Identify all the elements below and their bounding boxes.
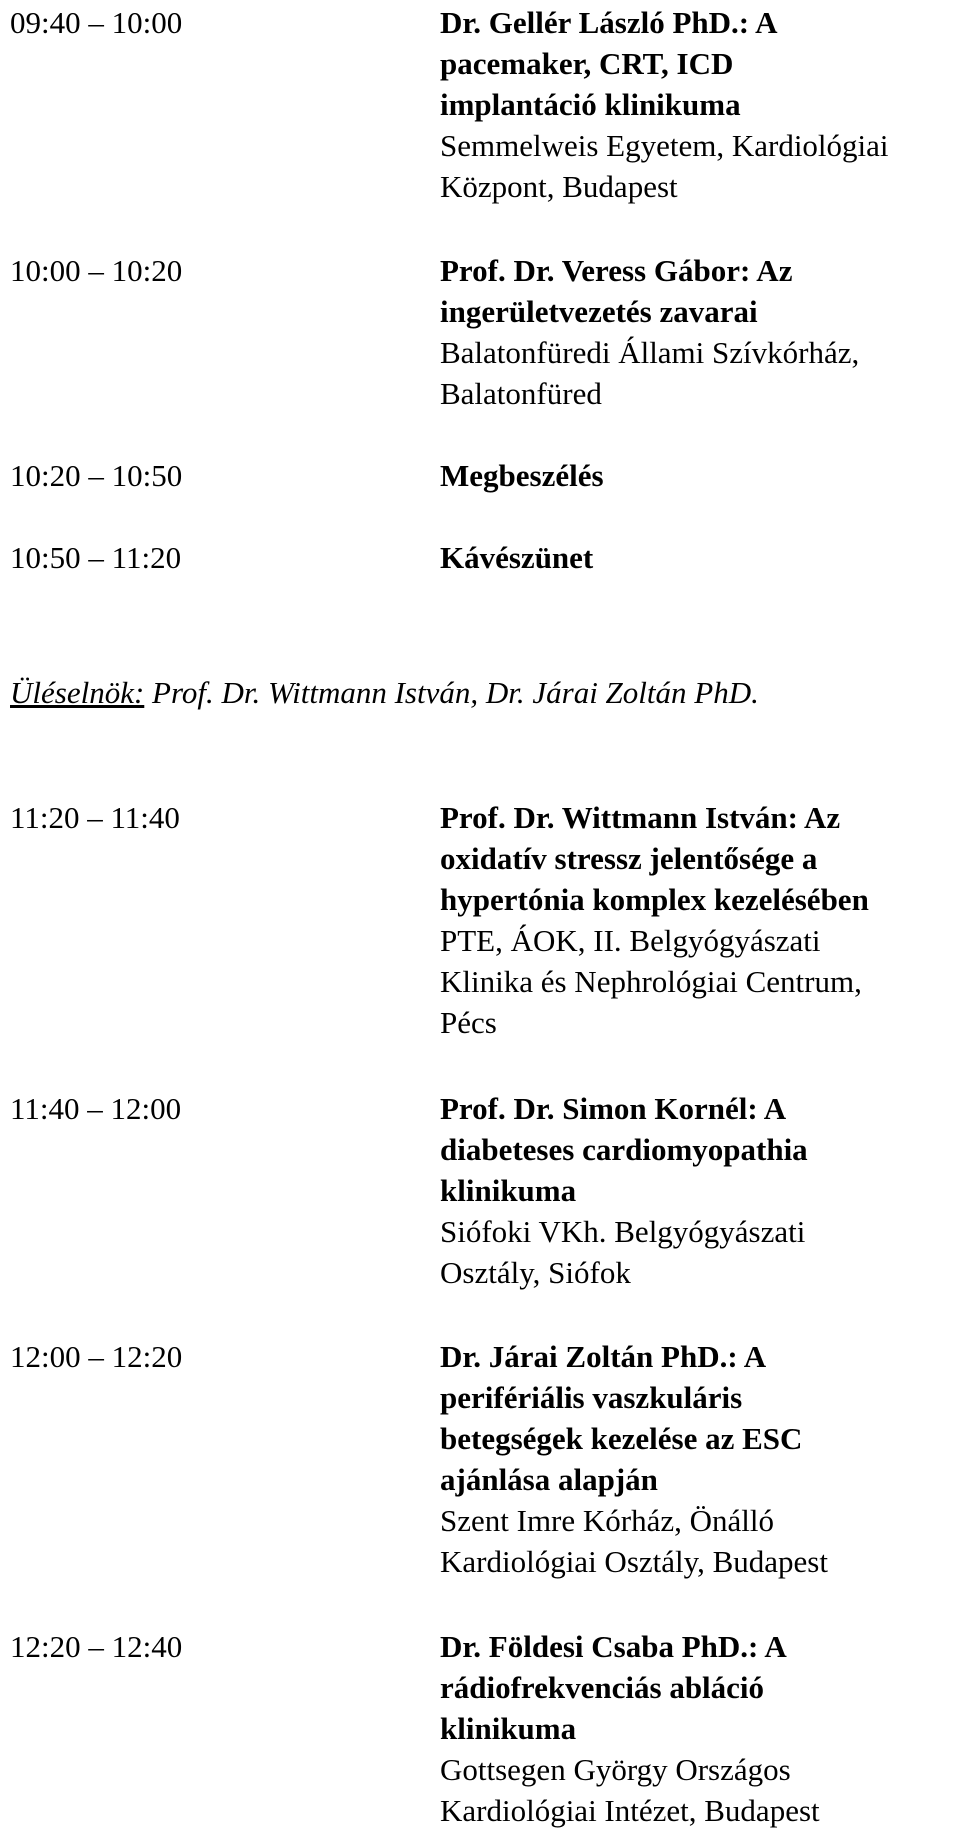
talk-title-line: Megbeszélés (440, 458, 604, 493)
talk-title-line: pacemaker, CRT, ICD (440, 46, 734, 81)
talk-title-line: Dr. Járai Zoltán PhD.: A (440, 1339, 767, 1374)
talk-title-line: klinikuma (440, 1173, 577, 1208)
session-time: 11:40 – 12:00 (10, 1091, 182, 1126)
talk-title-line: Prof. Dr. Veress Gábor: Az (440, 253, 793, 288)
session-time: 10:00 – 10:20 (10, 253, 183, 288)
affiliation-line: Központ, Budapest (440, 169, 678, 204)
chair-names: Prof. Dr. Wittmann István, Dr. Járai Zoltán PhD. (144, 675, 759, 710)
affiliation-line: Osztály, Siófok (440, 1255, 631, 1290)
talk-title-line: ajánlása alapján (440, 1462, 658, 1497)
session-content (440, 455, 955, 496)
session-time: 10:20 – 10:50 (10, 458, 183, 493)
talk-title-line: Dr. Gellér László PhD.: A (440, 5, 778, 40)
affiliation-line: Balatonfüred (440, 376, 602, 411)
talk-title-line: betegségek kezelése az ESC (440, 1421, 803, 1456)
session-time: 11:20 – 11:40 (10, 800, 180, 835)
affiliation-line: PTE, ÁOK, II. Belgyógyászati (440, 923, 821, 958)
session-content (440, 797, 955, 1043)
session-time: 10:50 – 11:20 (10, 540, 182, 575)
talk-title-line: implantáció klinikuma (440, 87, 741, 122)
talk-title-line: Kávészünet (440, 540, 594, 575)
affiliation-line: Kardiológiai Intézet, Budapest (440, 1793, 820, 1828)
session-time: 09:40 – 10:00 (10, 5, 183, 40)
affiliation-line: Semmelweis Egyetem, Kardiológiai (440, 128, 889, 163)
affiliation-line: Siófoki VKh. Belgyógyászati (440, 1214, 806, 1249)
session-content (440, 1088, 955, 1293)
affiliation-line: Pécs (440, 1005, 497, 1040)
talk-title-line: Prof. Dr. Simon Kornél: A (440, 1091, 787, 1126)
talk-title-line: klinikuma (440, 1711, 577, 1746)
session-content (440, 1336, 955, 1582)
affiliation-line: Klinika és Nephrológiai Centrum, (440, 964, 862, 999)
session-content (440, 1626, 955, 1831)
talk-title-line: diabeteses cardiomyopathia (440, 1132, 808, 1167)
affiliation-line: Kardiológiai Osztály, Budapest (440, 1544, 828, 1579)
talk-title-line: perifériális vaszkuláris (440, 1380, 743, 1415)
session-content (440, 537, 955, 578)
session-content (440, 2, 955, 207)
affiliation-line: Balatonfüredi Állami Szívkórház, (440, 335, 860, 370)
talk-title-line: Dr. Földesi Csaba PhD.: A (440, 1629, 787, 1664)
session-time: 12:20 – 12:40 (10, 1629, 183, 1664)
session-chair-line (10, 672, 759, 713)
chair-label: Üléselnök: (10, 675, 145, 710)
talk-title-line: rádiofrekvenciás abláció (440, 1670, 765, 1705)
talk-title-line: hypertónia komplex kezelésében (440, 882, 869, 917)
affiliation-line: Szent Imre Kórház, Önálló (440, 1503, 774, 1538)
talk-title-line: ingerületvezetés zavarai (440, 294, 758, 329)
session-content (440, 250, 955, 414)
session-time: 12:00 – 12:20 (10, 1339, 183, 1374)
talk-title-line: oxidatív stressz jelentősége a (440, 841, 818, 876)
talk-title-line: Prof. Dr. Wittmann István: Az (440, 800, 841, 835)
affiliation-line: Gottsegen György Országos (440, 1752, 791, 1787)
